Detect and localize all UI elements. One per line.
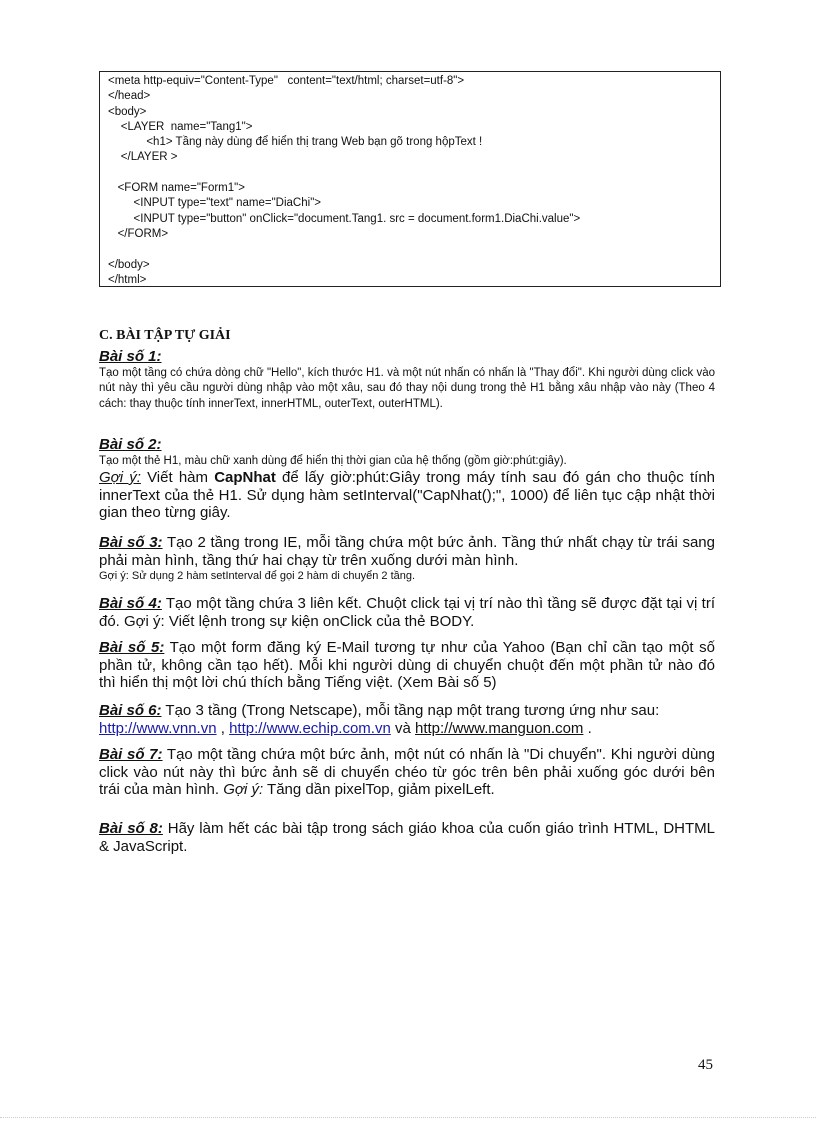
exercise-body: [99, 639, 715, 692]
exercise-body: [99, 746, 715, 799]
code-line: </head>: [108, 90, 151, 103]
separator: .: [583, 719, 592, 737]
code-line: <meta http-equiv="Content-Type" content="text/html; charset=utf-8">: [108, 75, 465, 87]
code-line: </FORM>: [108, 227, 169, 240]
exercise-text: Tạo 3 tầng (Trong Netscape), mỗi tầng nạp một trang tương ứng như sau:: [161, 702, 660, 719]
code-line: [108, 242, 712, 257]
link-echip[interactable]: http://www.echip.com.vn: [229, 719, 391, 737]
exercise-4: [99, 595, 715, 630]
exercise-8: [99, 820, 715, 855]
exercise-2: [99, 436, 715, 522]
code-listing: [99, 71, 721, 287]
exercise-title: Bài số 5:: [99, 639, 165, 656]
exercise-title: Bài số 7:: [99, 746, 163, 763]
hint-bold: CapNhat: [214, 469, 276, 486]
exercise-hint: Gợi ý: Sử dụng 2 hàm setInterval để gọi 2 hàm di chuyển 2 tầng.: [99, 570, 416, 582]
exercise-title: Bài số 6:: [99, 702, 162, 719]
exercise-body: [99, 534, 715, 569]
code-line: <INPUT type="button" onClick="document.Tang1. src = document.form1.DiaChi.value">: [108, 212, 581, 225]
exercise-hint: [99, 469, 715, 522]
code-line: <body>: [108, 105, 147, 118]
code-line: </body>: [108, 258, 150, 271]
exercise-title: Bài số 3:: [99, 534, 163, 551]
exercise-text: Tạo một form đăng ký E-Mail tương tự như của Yahoo (Bạn chỉ cần tạo một số phần tử, không cần tạo hết). Mỗi khi người dùng di chuyển chuột đến một phần tử nào đó thì hiển thị một lời chú thích bằng Tiếng việt. (Xem Bài số 5): [99, 639, 715, 691]
hint-text: Tăng dần pixelTop, giảm pixelLeft.: [263, 781, 495, 798]
exercise-5: [99, 639, 715, 692]
exercise-1: [99, 348, 715, 412]
exercise-6: [99, 702, 715, 737]
separator: và: [390, 719, 415, 737]
exercise-text: Tạo một tầng chứa một bức ảnh, một nút có nhấn là "Di chuyển". Khi người dùng click vào nút này thì bức ảnh sẽ di chuyển chéo từ góc trên bên phải xuống góc dưới bên trái của màn hình.: [99, 746, 715, 798]
page-number: 45: [698, 1057, 713, 1073]
exercise-title: Bài số 2:: [99, 436, 162, 453]
code-line: <LAYER name="Tang1">: [108, 120, 253, 133]
hint-text: Viết hàm: [140, 469, 215, 486]
exercise-title: Bài số 8:: [99, 820, 163, 837]
hint-label: Gợi ý:: [223, 781, 264, 798]
code-line: </LAYER >: [108, 151, 178, 164]
exercise-3: [99, 534, 715, 583]
exercise-body: [99, 595, 715, 630]
separator: ,: [216, 719, 230, 737]
hint-text: để lấy giờ:phút:Giây trong máy tính sau đó gán cho thuộc tính innerText của thẻ H1. Sử dụng hàm setInterval("CapNhat();", 1000) để liên tục cập nhật thời gian theo từng giây.: [99, 469, 715, 521]
code-line: </html>: [108, 273, 147, 286]
code-line: <h1> Tầng này dùng để hiển thị trang Web bạn gõ trong hộpText !: [108, 136, 483, 149]
exercise-body: [99, 820, 715, 855]
exercise-text: Hãy làm hết các bài tập trong sách giáo khoa của cuốn giáo trình HTML, DHTML & JavaScript.: [99, 820, 715, 855]
exercise-text: Tạo một thẻ H1, màu chữ xanh dùng để hiển thị thời gian của hệ thống (gồm giờ:phút:giây).: [99, 454, 567, 467]
hint-label: Gợi ý:: [99, 469, 141, 486]
exercise-body: [99, 702, 715, 737]
exercise-text: Tạo một tầng có chứa dòng chữ "Hello", kích thước H1. và một nút nhấn có nhấn là "Thay đổi". Khi người dùng click vào nút này thì yêu cầu người dùng nhập vào một xâu, sau đó thay nội dung trong thẻ H1 bằng xâu nhập vào này (Theo 4 cách: thay thuộc tính innerText, innerHTML, outerText, outerHTML).: [99, 366, 715, 410]
exercise-title: Bài số 1:: [99, 348, 162, 365]
exercise-text: Tạo 2 tầng trong IE, mỗi tầng chứa một bức ảnh. Tầng thứ nhất chạy từ trái sang phải màn hình, tầng thứ hai chạy từ trên xuống dưới màn hình.: [99, 534, 715, 569]
code-line: <INPUT type="text" name="DiaChi">: [108, 197, 321, 210]
link-manguon[interactable]: http://www.manguon.com: [415, 719, 584, 737]
exercise-title: Bài số 4:: [99, 595, 162, 612]
exercise-text: Tạo một tầng chứa 3 liên kết. Chuột click tại vị trí nào thì tầng sẽ được đặt tại vị trí đó. Gợi ý: Viết lệnh trong sự kiện onClick của thẻ BODY.: [99, 595, 715, 630]
footer-divider: [0, 1117, 816, 1118]
code-line: <FORM name="Form1">: [108, 182, 245, 195]
section-title: C. BÀI TẬP TỰ GIẢI: [99, 328, 231, 343]
exercise-7: [99, 746, 715, 799]
link-vnn[interactable]: http://www.vnn.vn: [99, 719, 217, 737]
code-line: [108, 166, 712, 181]
